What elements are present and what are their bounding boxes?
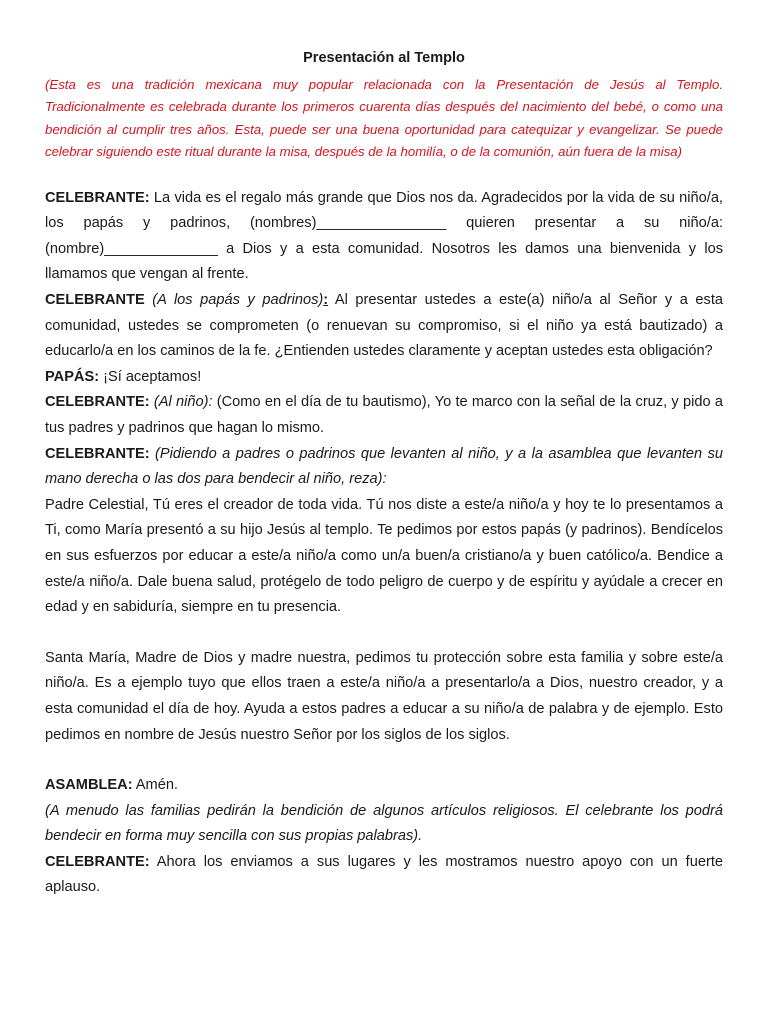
stage-direction: (Al niño): [149,394,213,411]
fill-in-blank-name: ______________ [104,240,218,257]
fill-in-blank-names: ________________ [316,215,447,232]
paragraph-text: Al presentar ustedes a este(a) niño/a al Señor y a esta comunidad, ustedes se comprometen (o renuevan su compromiso, si el niño ya está bautizado) a educarlo/a en los caminos de la fe. ¿Entienden ustedes claramente y aceptan ustedes esta obligación? [45,292,723,360]
ritual-body [45,186,723,901]
paragraph-objects-note: (A menudo las familias pedirán la bendición de algunos artículos religiosos. El celebrante los podrá bendecir en forma muy sencilla con sus propias palabras). [45,802,723,845]
paragraph-text: quieren presentar a su niño/a: (nombre) [45,215,723,257]
speaker-label: CELEBRANTE: [45,445,150,462]
paragraph-welcome [45,186,723,288]
paragraph-text: La vida es el regalo más grande que Dios nos da. Agradecidos por la vida de su niño/a, los papás y padrinos, (nombres) [45,189,723,232]
speaker-label: PAPÁS: [45,368,100,385]
paragraph-parents-response [45,365,723,391]
paragraph-text: (Como en el día de tu bautismo), Yo te marco con la señal de la cruz, y pido a tus padres y padrinos que hagan lo mismo. [45,394,723,436]
intro-note: (Esta es una tradición mexicana muy popular relacionada con la Presentación de Jesús al Templo. Tradicionalmente es celebrada durante los primeros cuarenta días después del nacimiento del bebé, o como una bendición al cumplir tres años. Esta, puede ser una buena oportunidad para catequizar y evangelizar. Se puede celebrar siguiendo este ritual durante la misa, después de la homilía, o de la comunión, aún fuera de la misa) [45,77,723,160]
paragraph-sign-of-cross [45,390,723,441]
speaker-label: CELEBRANTE [45,292,145,308]
paragraph-text: Amén. [132,777,178,794]
paragraph-blessing-direction [45,442,723,493]
paragraph-text: Ahora los enviamos a sus lugares y les mostramos nuestro apoyo con un fuerte aplauso. [45,853,723,896]
speaker-label: CELEBRANTE: [45,394,150,411]
paragraph-sending [45,850,723,901]
stage-direction: (Pidiendo a padres o padrinos que levanten al niño, y a la asamblea que levanten su mano derecha o las dos para bendecir al niño, reza): [45,445,723,488]
paragraph-text: ¡Sí aceptamos! [99,368,202,385]
speaker-label: CELEBRANTE: [45,853,150,870]
paragraph-marian-prayer: Santa María, Madre de Dios y madre nuestra, pedimos tu protección sobre esta familia y sobre este/a niño/a. Es a ejemplo tuyo que ellos traen a este/a niño/a a presentarlo/a a Dios, nuestro creador, y a esta comunidad el día de hoy. Ayuda a estos padres a educar a su niño/a de palabra y de ejemplo. Esto pedimos en nombre de Jesús nuestro Señor por los siglos de los siglos. [45,649,723,743]
paragraph-commitment [45,288,723,365]
speaker-colon: : [323,292,329,308]
stage-direction: (A los papás y padrinos) [144,292,324,308]
document-page [45,48,723,901]
paragraph-text: a Dios y a esta comunidad. Nosotros les damos una bienvenida y los llamamos que vengan al frente. [45,240,723,283]
speaker-label: ASAMBLEA: [45,777,133,794]
paragraph-amen [45,773,723,799]
document-title: Presentación al Templo [303,50,465,66]
speaker-label: CELEBRANTE: [45,189,150,206]
paragraph-prayer: Padre Celestial, Tú eres el creador de toda vida. Tú nos diste a este/a niño/a y hoy te lo presentamos a Ti, como María presentó a su hijo Jesús al templo. Te pedimos por estos papás (y padrinos). Bendícelos en sus esfuerzos por educar a este/a niño/a como un/a buen/a cristiano/a y buen católico/a. Bendice a este/a niño/a. Dale buena salud, protégelo de todo peligro de cuerpo y de espíritu y ayúdale a crecer en edad y en sabiduría, siempre en tu presencia. [45,496,723,616]
